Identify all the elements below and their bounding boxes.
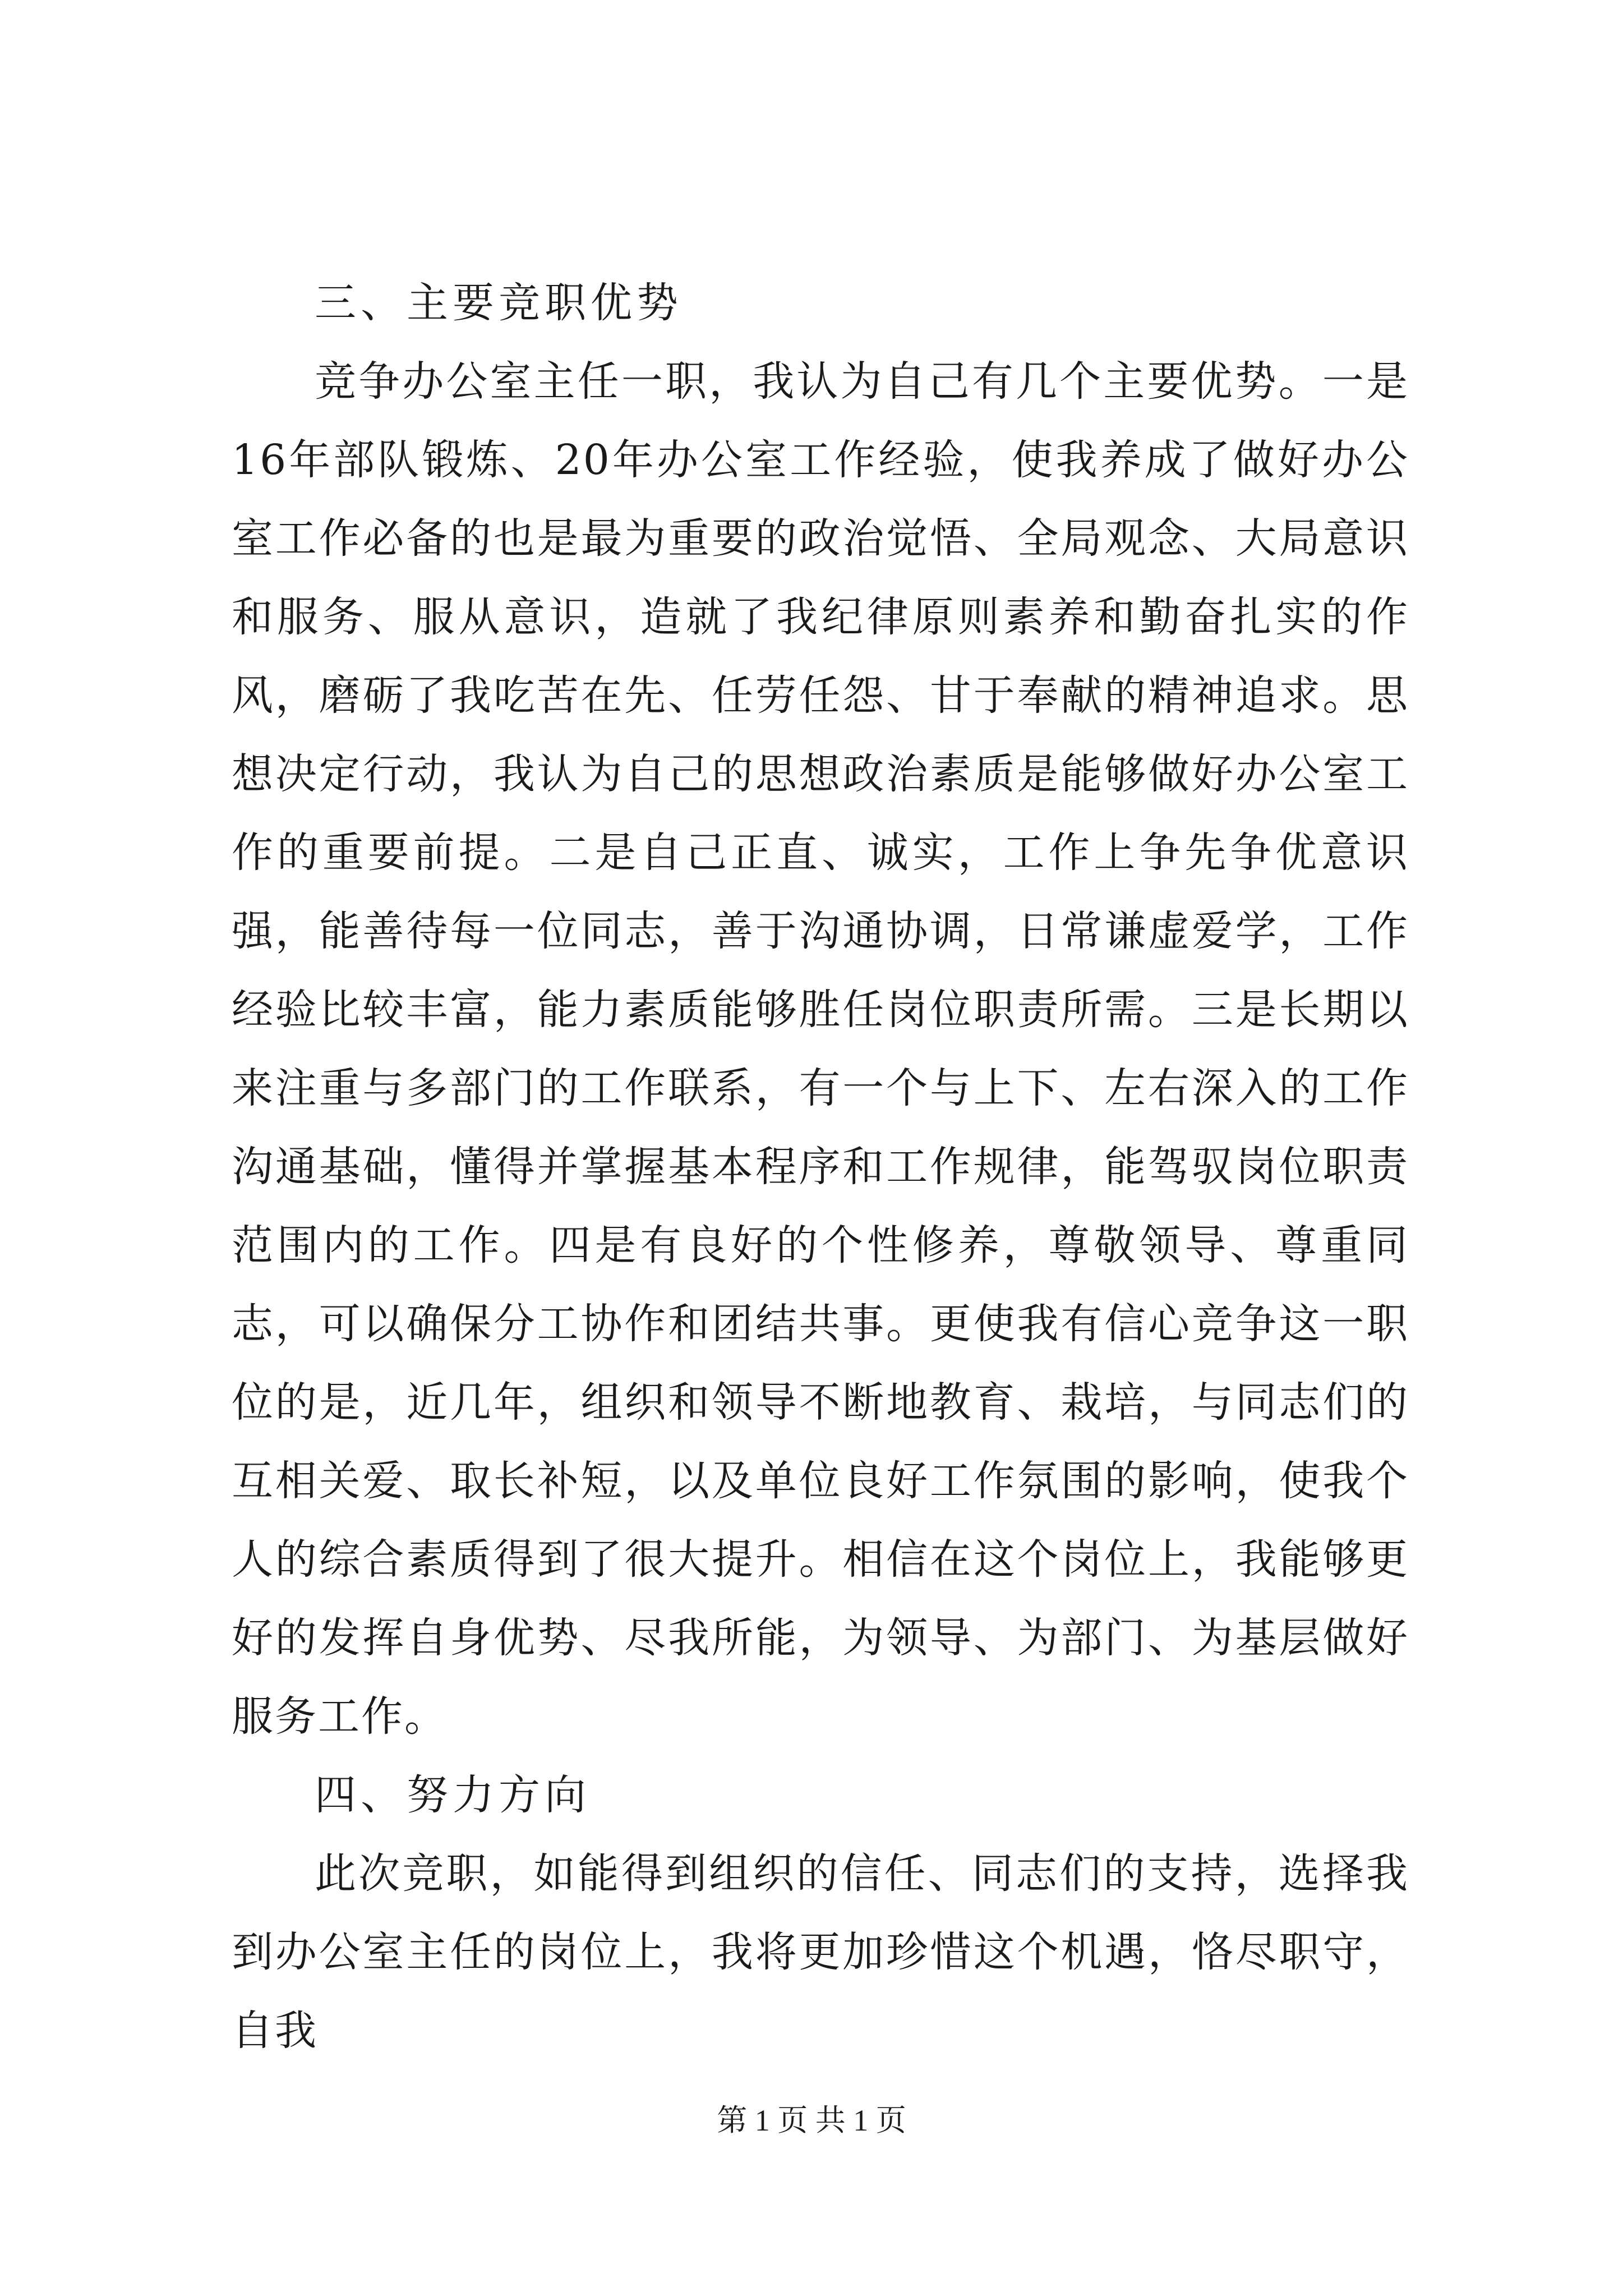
section-paragraph-direction: 此次竞职，如能得到组织的信任、同志们的支持，选择我到办公室主任的岗位上，我将更加珍惜这个机遇，恪尽职守，自我 — [232, 1849, 1409, 2055]
section-paragraph-advantages: 竞争办公室主任一职，我认为自己有几个主要优势。一是16年部队锻炼、20年办公室工作经验，使我养成了做好办公室工作必备的也是最为重要的政治觉悟、全局观念、大局意识和服务、服从意识，造就了我纪律原则素养和勤奋扎实的作风，磨砺了我吃苦在先、任劳任怨、甘于奉献的精神追求。思想决定行动，我认为自己的思想政治素质是能够做好办公室工作的重要前提。二是自己正直、诚实，工作上争先争优意识强，能善待每一位同志，善于沟通协调，日常谦虚爱学，工作经验比较丰富，能力素质能够胜任岗位职责所需。三是长期以来注重与多部门的工作联系，有一个与上下、左右深入的工作沟通基础，懂得并掌握基本程序和工作规律，能驾驭岗位职责范围内的工作。四是有良好的个性修养，尊敬领导、尊重同志，可以确保分工协作和团结共事。更使我有信心竞争这一职位的是，近几年，组织和领导不断地教育、栽培，与同志们的互相关爱、取长补短，以及单位良好工作氛围的影响，使我个人的综合素质得到了很大提升。相信在这个岗位上，我能够更好的发挥自身优势、尽我所能，为领导、为部门、为基层做好服务工作。 — [232, 357, 1409, 1741]
section-heading-advantages: 三、主要竞职优势 — [315, 279, 683, 327]
page-footer: 第 1 页 共 1 页 — [717, 2104, 906, 2137]
document-body — [232, 264, 1409, 2070]
section-heading-direction: 四、努力方向 — [315, 1771, 591, 1819]
